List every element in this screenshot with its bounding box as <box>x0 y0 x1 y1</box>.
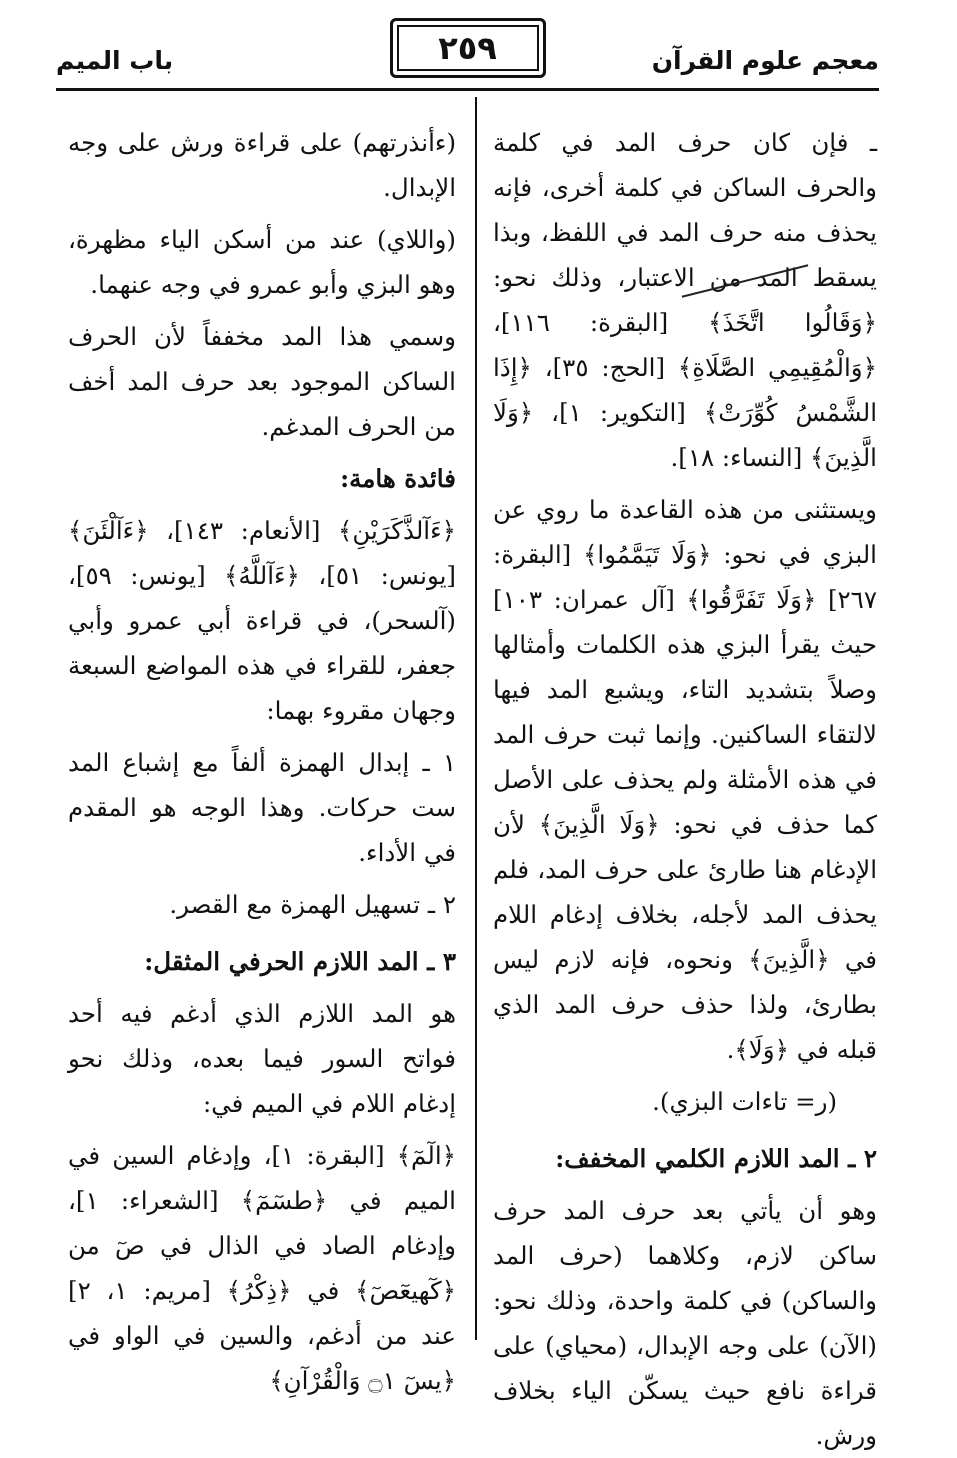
book-title: معجم علوم القرآن <box>651 46 879 75</box>
left-column <box>68 120 457 1395</box>
list-item: ١ ـ إبدال الهمزة ألفاً مع إشباع المد ست حركات. وهذا الوجه هو المقدم في الأداء. <box>68 748 456 867</box>
paragraph: ﴿ءَآلذَّكَرَيْنِ﴾ [الأنعام: ١٤٣]، ﴿ءَآلْئَنَ﴾ [يونس: ٥١]، ﴿ءَآللَّهُ﴾ [يونس: ٥٩]، (آلسحر)، في قراءة أبي عمرو وأبي جعفر، للقراء في هذه المواضع السبعة وجهان مقروء بهما: <box>68 516 456 725</box>
paragraph: ﴿الٓمٓ﴾ [البقرة: ١]، وإدغام السين في الميم في ﴿طسٓمٓ﴾ [الشعراء: ١]، وإدغام الصاد في الذال في صٓ من ﴿كٓهيعٓصٓ﴾ في ﴿ذِكْرُ﴾ [مريم: ١، ٢] عند من أدغم، والسين في الواو في ﴿يسٓ ۝١ وَالْقُرْآنِ﴾ <box>68 1141 457 1395</box>
page-header <box>56 18 879 88</box>
section-heading: فائدة هامة: <box>340 464 456 493</box>
paragraph: وسمي هذا المد مخففاً لأن الحرف الساكن الموجود بعد حرف المد أخف من الحرف المدغم. <box>68 322 456 441</box>
right-column <box>493 120 877 1450</box>
paragraph: ويستثنى من هذه القاعدة ما روي عن البزي في نحو: ﴿وَلَا تَيَمَّمُوا﴾ [البقرة: ٢٦٧] ﴿وَلَا تَفَرَّقُوا﴾ [آل عمران: ١٠٣] حيث يقرأ البزي هذه الكلمات وأمثالها وصلاً بتشديد التاء، ويشبع المد فيها لالتقاء الساكنين. وإنما ثبت حرف المد في هذه الأمثلة ولم يحذف على الأصل كما حذف في نحو: ﴿وَلَا الَّذِينَ﴾ لأن الإدغام هنا طارئ على حرف المد، فلم يحذف المد لأجله، بخلاف إدغام اللام في ﴿الَّذِينَ﴾ ونحوه، فإنه لازم ليس بطارئ، ولذا حذف حرف المد الذي قبله في ﴿وَلَا﴾. <box>493 495 877 1064</box>
paragraph: ـ فإن كان حرف المد في كلمة والحرف الساكن في كلمة أخرى، فإنه يحذف منه حرف المد في اللفظ، وبذا يسقط المد من الاعتبار، وذلك نحو: ﴿وَقَالُوا اتَّخَذَ﴾ [البقرة: ١١٦]، ﴿وَالْمُقِيمِي الصَّلَاةِ﴾ [الحج: ٣٥]، ﴿إِذَا الشَّمْسُ كُوِّرَتْ﴾ [التكوير: ١]، ﴿وَلَا الَّذِينَ﴾ [النساء: ١٨]. <box>493 128 877 472</box>
chapter-title: باب الميم <box>56 46 174 75</box>
section-heading: ٣ ـ المد اللازم الحرفي المثقل: <box>144 947 456 976</box>
paragraph: (واللاي) عند من أسكن الياء مظهرة، وهو البزي وأبو عمرو في وجه عنهما. <box>68 225 456 299</box>
paragraph: (ءأنذرتهم) على قراءة ورش على وجه الإبدال. <box>68 128 456 202</box>
paragraph: وهو أن يأتي بعد حرف المد حرف ساكن لازم، وكلاهما (حرف المد والساكن) في كلمة واحدة، وذلك نحو: (الآن) على وجه الإبدال، (محياي) على قراءة نافع حيث يسكّن الياء بخلاف ورش. <box>493 1196 877 1450</box>
column-divider <box>475 97 477 1340</box>
paragraph: هو المد اللازم الذي أدغم فيه أحد فواتح السور فيما بعده، وذلك نحو إدغام اللام في الميم في: <box>68 999 456 1118</box>
header-rule <box>56 88 879 91</box>
section-heading: ٢ ـ المد اللازم الكلمي المخفف: <box>555 1144 877 1173</box>
list-item: ٢ ـ تسهيل الهمزة مع القصر. <box>169 890 456 919</box>
page-number: ٢٥٩ <box>390 18 546 78</box>
cross-reference: (ر= تاءات البزي). <box>652 1087 837 1116</box>
